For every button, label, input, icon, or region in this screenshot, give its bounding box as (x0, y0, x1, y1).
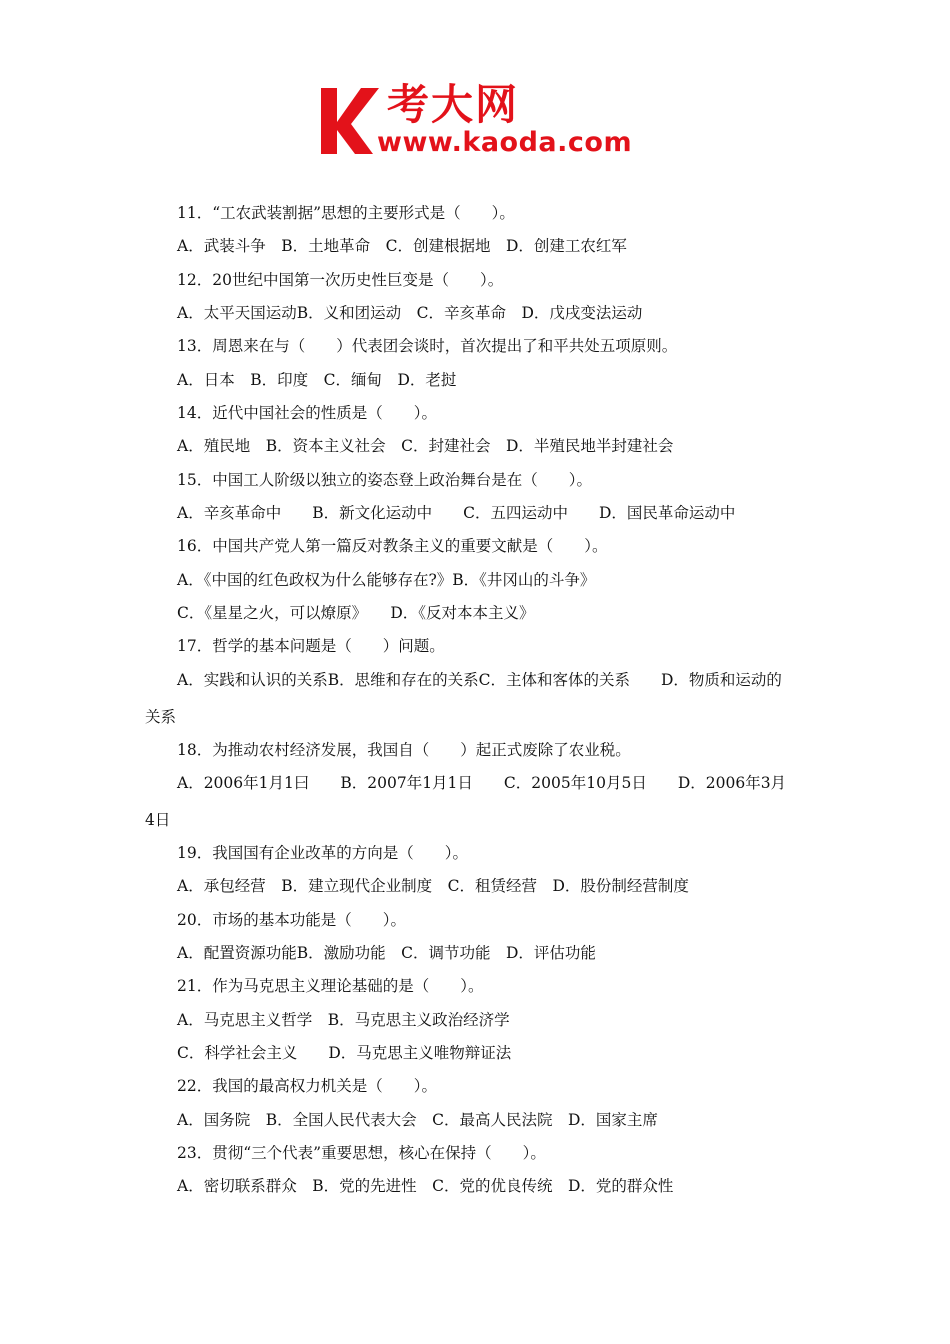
question-text: 13．周恩来在与（ ）代表团会谈时，首次提出了和平共处五项原则。 (177, 337, 678, 355)
question-text: 21．作为马克思主义理论基础的是（ ）。 (177, 977, 484, 995)
kaoda-logo (317, 82, 639, 160)
answer-options: A．武装斗争 B．土地革命 C．创建根据地 D．创建工农红军 (177, 237, 627, 255)
question-text: 15．中国工人阶级以独立的姿态登上政治舞台是在（ ）。 (177, 471, 592, 489)
question-text: 23．贯彻“三个代表”重要思想，核心在保持（ ）。 (177, 1144, 546, 1162)
question-text: 22．我国的最高权力机关是（ ）。 (177, 1077, 437, 1095)
question-text: 17．哲学的基本问题是（ ）问题。 (177, 637, 445, 655)
answer-options: A．2006年1月1曰 B．2007年1月1日 C．2005年10月5日 D．2006年3月 (177, 774, 787, 792)
question-text: 12．20世纪中国第一次历史性巨变是（ ）。 (177, 271, 504, 289)
wrapped-text: 关系 (145, 708, 177, 726)
answer-options: A．马克思主义哲学 B．马克思主义政治经济学 (177, 1011, 510, 1029)
question-text: 18．为推动农村经济发展，我国自（ ）起正式废除了农业税。 (177, 741, 631, 759)
question-text: 14．近代中国社会的性质是（ ）。 (177, 404, 437, 422)
answer-options: A．《中国的红色政权为什么能够存在?》B．《井冈山的斗争》 (177, 571, 596, 589)
answer-options: A．承包经营 B．建立现代企业制度 C．租赁经营 D．股份制经营制度 (177, 877, 689, 895)
question-text: 19．我国国有企业改革的方向是（ ）。 (177, 844, 468, 862)
answer-options: A．日本 B．印度 C．缅甸 D．老挝 (177, 371, 457, 389)
answer-options: A．殖民地 B．资本主义社会 C．封建社会 D．半殖民地半封建社会 (177, 437, 674, 455)
logo-chinese-name: 考大网 (387, 80, 520, 129)
answer-options: A．国务院 B．全国人民代表大会 C．最高人民法院 D．国家主席 (177, 1111, 658, 1129)
answer-options: C．《星星之火，可以燎原》 D．《反对本本主义》 (177, 604, 535, 622)
answer-options: A．密切联系群众 B．党的先进性 C．党的优良传统 D．党的群众性 (177, 1177, 674, 1195)
question-text: 16．中国共产党人第一篇反对教条主义的重要文献是（ ）。 (177, 537, 608, 555)
answer-options: A．辛亥革命中 B．新文化运动中 C．五四运动中 D．国民革命运动中 (177, 504, 736, 522)
answer-options: A．配置资源功能B．激励功能 C．调节功能 D．评估功能 (177, 944, 596, 962)
answer-options: C．科学社会主义 D．马克思主义唯物辩证法 (177, 1044, 512, 1062)
question-text: 11．“工农武装割据”思想的主要形式是（ ）。 (177, 204, 515, 222)
wrapped-text: 4日 (145, 811, 171, 829)
answer-options: A．太平天国运动B．义和团运动 C．辛亥革命 D．戊戌变法运动 (177, 304, 643, 322)
question-text: 20．市场的基本功能是（ ）。 (177, 911, 406, 929)
answer-options: A．实践和认识的关系B．思维和存在的关系C．主体和客体的关系 D．物质和运动的 (177, 671, 782, 689)
logo-url: www.kaoda.com (377, 127, 633, 158)
